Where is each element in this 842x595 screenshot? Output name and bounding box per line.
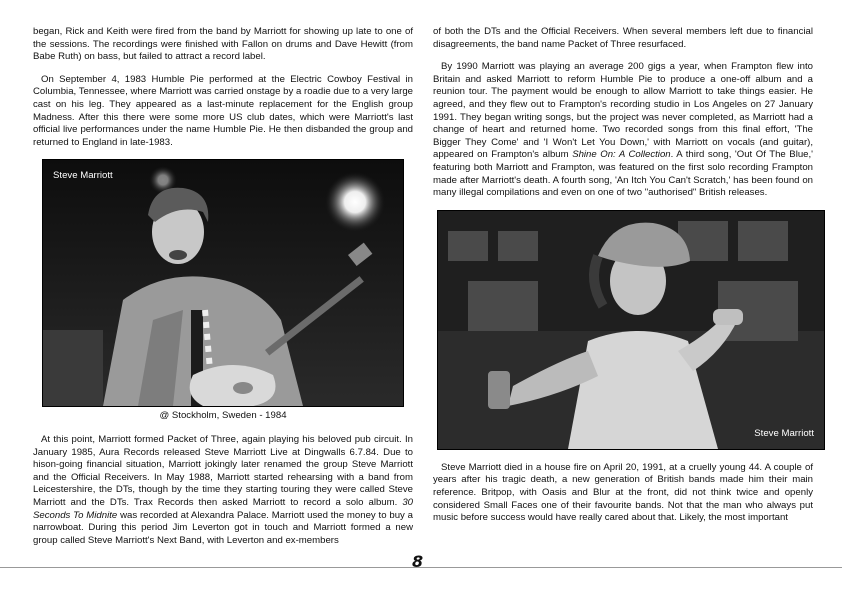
paragraph: On September 4, 1983 Humble Pie performed at the Electric Cowboy Festival in Columbia, Tennessee, where Marriott was carried onstage by a roadie due to a very large cast on his leg. They appeared as a last-minute replacement for the English group Madness. After this there were some more US club dates, which were Marriott's last official live performances under the name Humble Pie. He then disbanded the group and returned to England in late-1983. (33, 73, 413, 148)
photo-label: Steve Marriott (53, 170, 113, 182)
photo-marriott-guitar (42, 159, 404, 407)
paragraph: began, Rick and Keith were fired from the band by Marriott for showing up late to one of the sessions. The recordings were finished with Fallon on drums and Dave Hewitt (from Babe Ruth) on bass, but failed to attract a record label. (33, 26, 413, 63)
page-number: 8 (412, 552, 424, 571)
left-column (33, 26, 413, 557)
right-column (433, 26, 813, 535)
text-run: . A third song, 'Out Of The Blue,' featuring both Marriott and Frampton, was featured on the first solo recording Frampton made after Marriott's death. A fourth song, 'An Itch You Can't Scratch,' has been found on many illegal compilations and even on one of two "authorised" British releases. (433, 149, 814, 199)
text-run: was recorded at Alexandra Palace. Marriott used the money to buy a narrowboat. During this period Jim Leverton got in touch and Marriott formed a new group called Steve Marriott's Next Band, with Leverton and ex-members (33, 509, 413, 546)
paragraph: of both the DTs and the Official Receivers. When several members left due to financial disagreements, the band name Packet of Three resurfaced. (433, 26, 813, 50)
text-run: By 1990 Marriott was playing an average 200 gigs a year, when Frampton flew into Britain and asked Marriott to reform Humble Pie to produce a one-off album and a reunion tour. The payment would be enough to allow Marriott to take things easier. He agreed, and they flew out to Frampton's recording studio in Los Angeles on 27 January 1991. They began writing songs, but the project was never completed, as Marriott had a change of heart and returned home. Two recorded songs from this final effort, 'The Bigger They Come' and 'I Won't Let You Down,' with Marriott on vocals (and guitar), appeared on Frampton's album (433, 61, 813, 161)
text-run: At this point, Marriott formed Packet of Three, again playing his beloved pub circuit. In January 1985, Aura Records released Steve Marriott Live at Dingwalls 6.7.84. Due to hison-going financial situation, Marriott jokingly later renamed the group Steve Marriott and the Official Receivers. In May 1988, Marriott started rehearsing with a band from Leicestershire, the DTs, though by the time they starting touring they were called Steve Marriott and the DTs. Trax Records then asked Marriott to record a solo album. (33, 433, 413, 508)
paragraph: Steve Marriott died in a house fire on April 20, 1991, at a cruelly young 44. A couple of years after his tragic death, a new generation of British bands made him their main reference. Britpop, with Oasis and Blur at the front, did not think twice and openly considered Small Faces one of their favourite bands. Not that the man who always put music before success would have really cared about that. Likely, the most important (433, 461, 813, 524)
album-title: Shine On: A Collection (572, 149, 671, 161)
paragraph (433, 61, 813, 200)
photo-image (438, 211, 824, 449)
paragraph (33, 434, 413, 547)
photo-label: Steve Marriott (754, 428, 814, 440)
photo-marriott-pointing (437, 210, 825, 450)
photo-image (43, 160, 403, 406)
album-title: 30 Seconds To Midnite (33, 496, 413, 521)
photo-caption: @ Stockholm, Sweden - 1984 (159, 410, 287, 422)
